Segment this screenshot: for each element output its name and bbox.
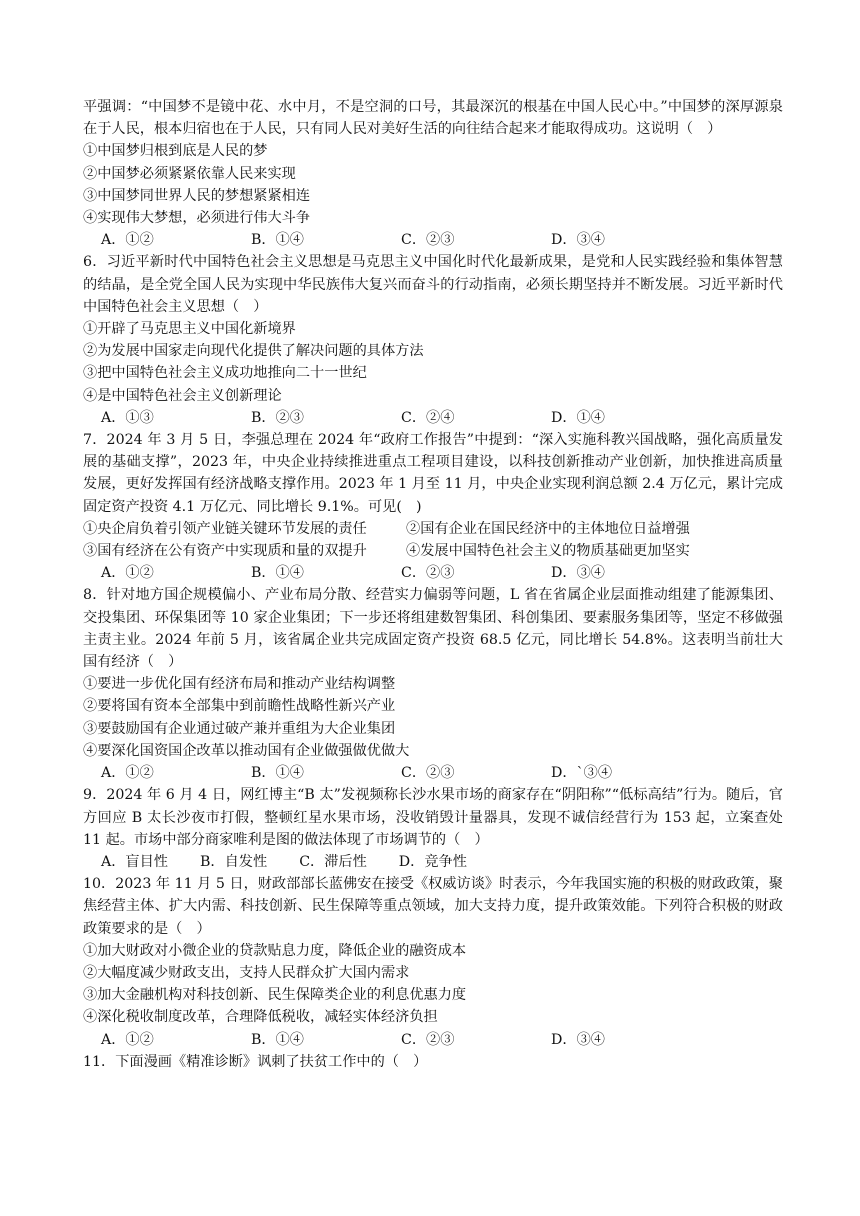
choice-c[interactable]: C．滞后性 bbox=[299, 853, 367, 870]
question-10-option-4: ④深化税收制度改革，合理降低税收，减轻实体经济负担 bbox=[83, 1009, 438, 1026]
question-7-stem: 7．2024 年 3 月 5 日，李强总理在 2024 年“政府工作报告”中提到：“深入实施科教兴国战略，强化高质量发展的基础支撑”，2023 年，中央企业持续推进重点工程项目建设，以科技创新推动产业创新，加快推进高质量发展，更好发挥国有经济战略支撑作用。2023 年 1 月至 11 月，中央企业实现利润总额 2.4 万亿元，累计完成固定资产投资 4.1 万亿元、同比增长 9.1%。可见( ) bbox=[83, 432, 783, 515]
question-5-option-1: ①中国梦归根到底是人民的梦 bbox=[83, 143, 268, 160]
question-6-option-1: ①开辟了马克思主义中国化新境界 bbox=[83, 321, 296, 338]
choice-b[interactable]: B．①④ bbox=[251, 565, 304, 582]
choice-d[interactable]: D．`③④ bbox=[551, 765, 613, 782]
question-7-choices bbox=[83, 562, 783, 584]
choice-c[interactable]: C．②③ bbox=[401, 565, 455, 582]
choice-b[interactable]: B．①④ bbox=[251, 232, 304, 249]
question-9-choices bbox=[83, 851, 783, 873]
question-10-option-3: ③加大金融机构对科技创新、民生保障类企业的利息优惠力度 bbox=[83, 987, 467, 1004]
choice-a[interactable]: A．①③ bbox=[101, 409, 154, 426]
question-8-stem: 8．针对地方国企规模偏小、产业布局分散、经营实力偏弱等问题，L 省在省属企业层面推动组建了能源集团、交投集团、环保集团等 10 家企业集团；下一步还将组建数智集团、科创集团、要素服务集团等，坚定不移做强主责主业。2024 年前 5 月，该省属企业共完成固定资产投资 68.5 亿元，同比增长 54.8%。这表明当前壮大国有经济（ ） bbox=[83, 587, 783, 671]
question-7-option-4: ④发展中国特色社会主义的物质基础更加坚实 bbox=[406, 543, 690, 560]
question-6-stem: 6．习近平新时代中国特色社会主义思想是马克思主义中国化时代化最新成果，是党和人民实践经验和集体智慧的结晶，是全党全国人民为实现中华民族伟大复兴而奋斗的行动指南，必须长期坚持并不断发展。习近平新时代中国特色社会主义思想（ ） bbox=[83, 254, 783, 315]
question-11-stem: 11．下面漫画《精准诊断》讽刺了扶贫工作中的（ ） bbox=[83, 1053, 428, 1070]
question-7-option-3: ③国有经济在公有资产中实现质和量的双提升 bbox=[83, 543, 367, 560]
exam-page bbox=[83, 96, 783, 1073]
choice-d[interactable]: D．③④ bbox=[551, 1031, 605, 1048]
choice-a[interactable]: A．①② bbox=[101, 565, 154, 582]
question-6-option-3: ③把中国特色社会主义成功地推向二十一世纪 bbox=[83, 365, 367, 382]
question-6-option-2: ②为发展中国家走向现代化提供了解决问题的具体方法 bbox=[83, 343, 424, 360]
choice-c[interactable]: C．②③ bbox=[401, 765, 455, 782]
choice-d[interactable]: D．③④ bbox=[551, 565, 605, 582]
choice-b[interactable]: B．①④ bbox=[251, 765, 304, 782]
question-8-option-3: ③要鼓励国有企业通过破产兼并重组为大企业集团 bbox=[83, 720, 396, 737]
question-6-option-4: ④是中国特色社会主义创新理论 bbox=[83, 387, 282, 404]
choice-d[interactable]: D．竞争性 bbox=[398, 853, 467, 870]
question-8-option-4: ④要深化国资国企改革以推动国有企业做强做优做大 bbox=[83, 742, 410, 759]
question-5-stem: 平强调：“中国梦不是镜中花、水中月，不是空洞的口号，其最深沉的根基在中国人民心中。”中国梦的深厚源泉在于人民，根本归宿也在于人民，只有同人民对美好生活的向往结合起来才能取得成功。这说明（ ） bbox=[83, 99, 783, 138]
choice-a[interactable]: A．①② bbox=[101, 232, 154, 249]
question-10-stem: 10．2023 年 11 月 5 日，财政部部长蓝佛安在接受《权威访谈》时表示，今年我国实施的积极的财政政策，聚焦经营主体、扩大内需、科技创新、民生保障等重点领域，加大支持力度，提升政策效能。下列符合积极的财政政策要求的是（ ） bbox=[83, 876, 783, 937]
choice-b[interactable]: B．自发性 bbox=[200, 853, 268, 870]
choice-a[interactable]: A．盲目性 bbox=[101, 853, 168, 870]
question-8-option-1: ①要进一步优化国有经济布局和推动产业结构调整 bbox=[83, 676, 396, 693]
question-7-options-row-2 bbox=[83, 540, 783, 562]
question-5-choices bbox=[83, 229, 783, 251]
choice-d[interactable]: D．①④ bbox=[551, 409, 605, 426]
question-8-choices bbox=[83, 762, 783, 784]
question-10-option-2: ②大幅度减少财政支出，支持人民群众扩大国内需求 bbox=[83, 964, 410, 981]
choice-d[interactable]: D．③④ bbox=[551, 232, 605, 249]
choice-c[interactable]: C．②③ bbox=[401, 1031, 455, 1048]
question-5-option-2: ②中国梦必须紧紧依靠人民来实现 bbox=[83, 165, 296, 182]
question-6-choices bbox=[83, 407, 783, 429]
choice-a[interactable]: A．①② bbox=[101, 765, 154, 782]
question-7-option-1: ①央企肩负着引领产业链关键环节发展的责任 bbox=[83, 520, 367, 537]
question-10-choices bbox=[83, 1029, 783, 1051]
choice-c[interactable]: C．②④ bbox=[401, 409, 455, 426]
question-5-option-3: ③中国梦同世界人民的梦想紧紧相连 bbox=[83, 187, 311, 204]
question-8-option-2: ②要将国有资本全部集中到前瞻性战略性新兴产业 bbox=[83, 698, 396, 715]
choice-a[interactable]: A．①② bbox=[101, 1031, 154, 1048]
question-5-option-4: ④实现伟大梦想，必须进行伟大斗争 bbox=[83, 210, 311, 227]
question-7-options-row-1 bbox=[83, 518, 783, 540]
question-10-option-1: ①加大财政对小微企业的贷款贴息力度，降低企业的融资成本 bbox=[83, 942, 467, 959]
choice-c[interactable]: C．②③ bbox=[401, 232, 455, 249]
choice-b[interactable]: B．①④ bbox=[251, 1031, 304, 1048]
question-7-option-2: ②国有企业在国民经济中的主体地位日益增强 bbox=[406, 520, 690, 537]
question-9-stem: 9．2024 年 6 月 4 日，网红博主“B 太”发视频称长沙水果市场的商家存在“阴阳称”“低标高结”行为。随后，官方回应 B 太长沙夜市打假，整顿红星水果市场，没收销毁计量器具，发现不诚信经营行为 153 起，立案查处 11 起。市场中部分商家唯利是图的做法体现了市场调节的（ ） bbox=[83, 787, 783, 848]
choice-b[interactable]: B．②③ bbox=[251, 409, 304, 426]
